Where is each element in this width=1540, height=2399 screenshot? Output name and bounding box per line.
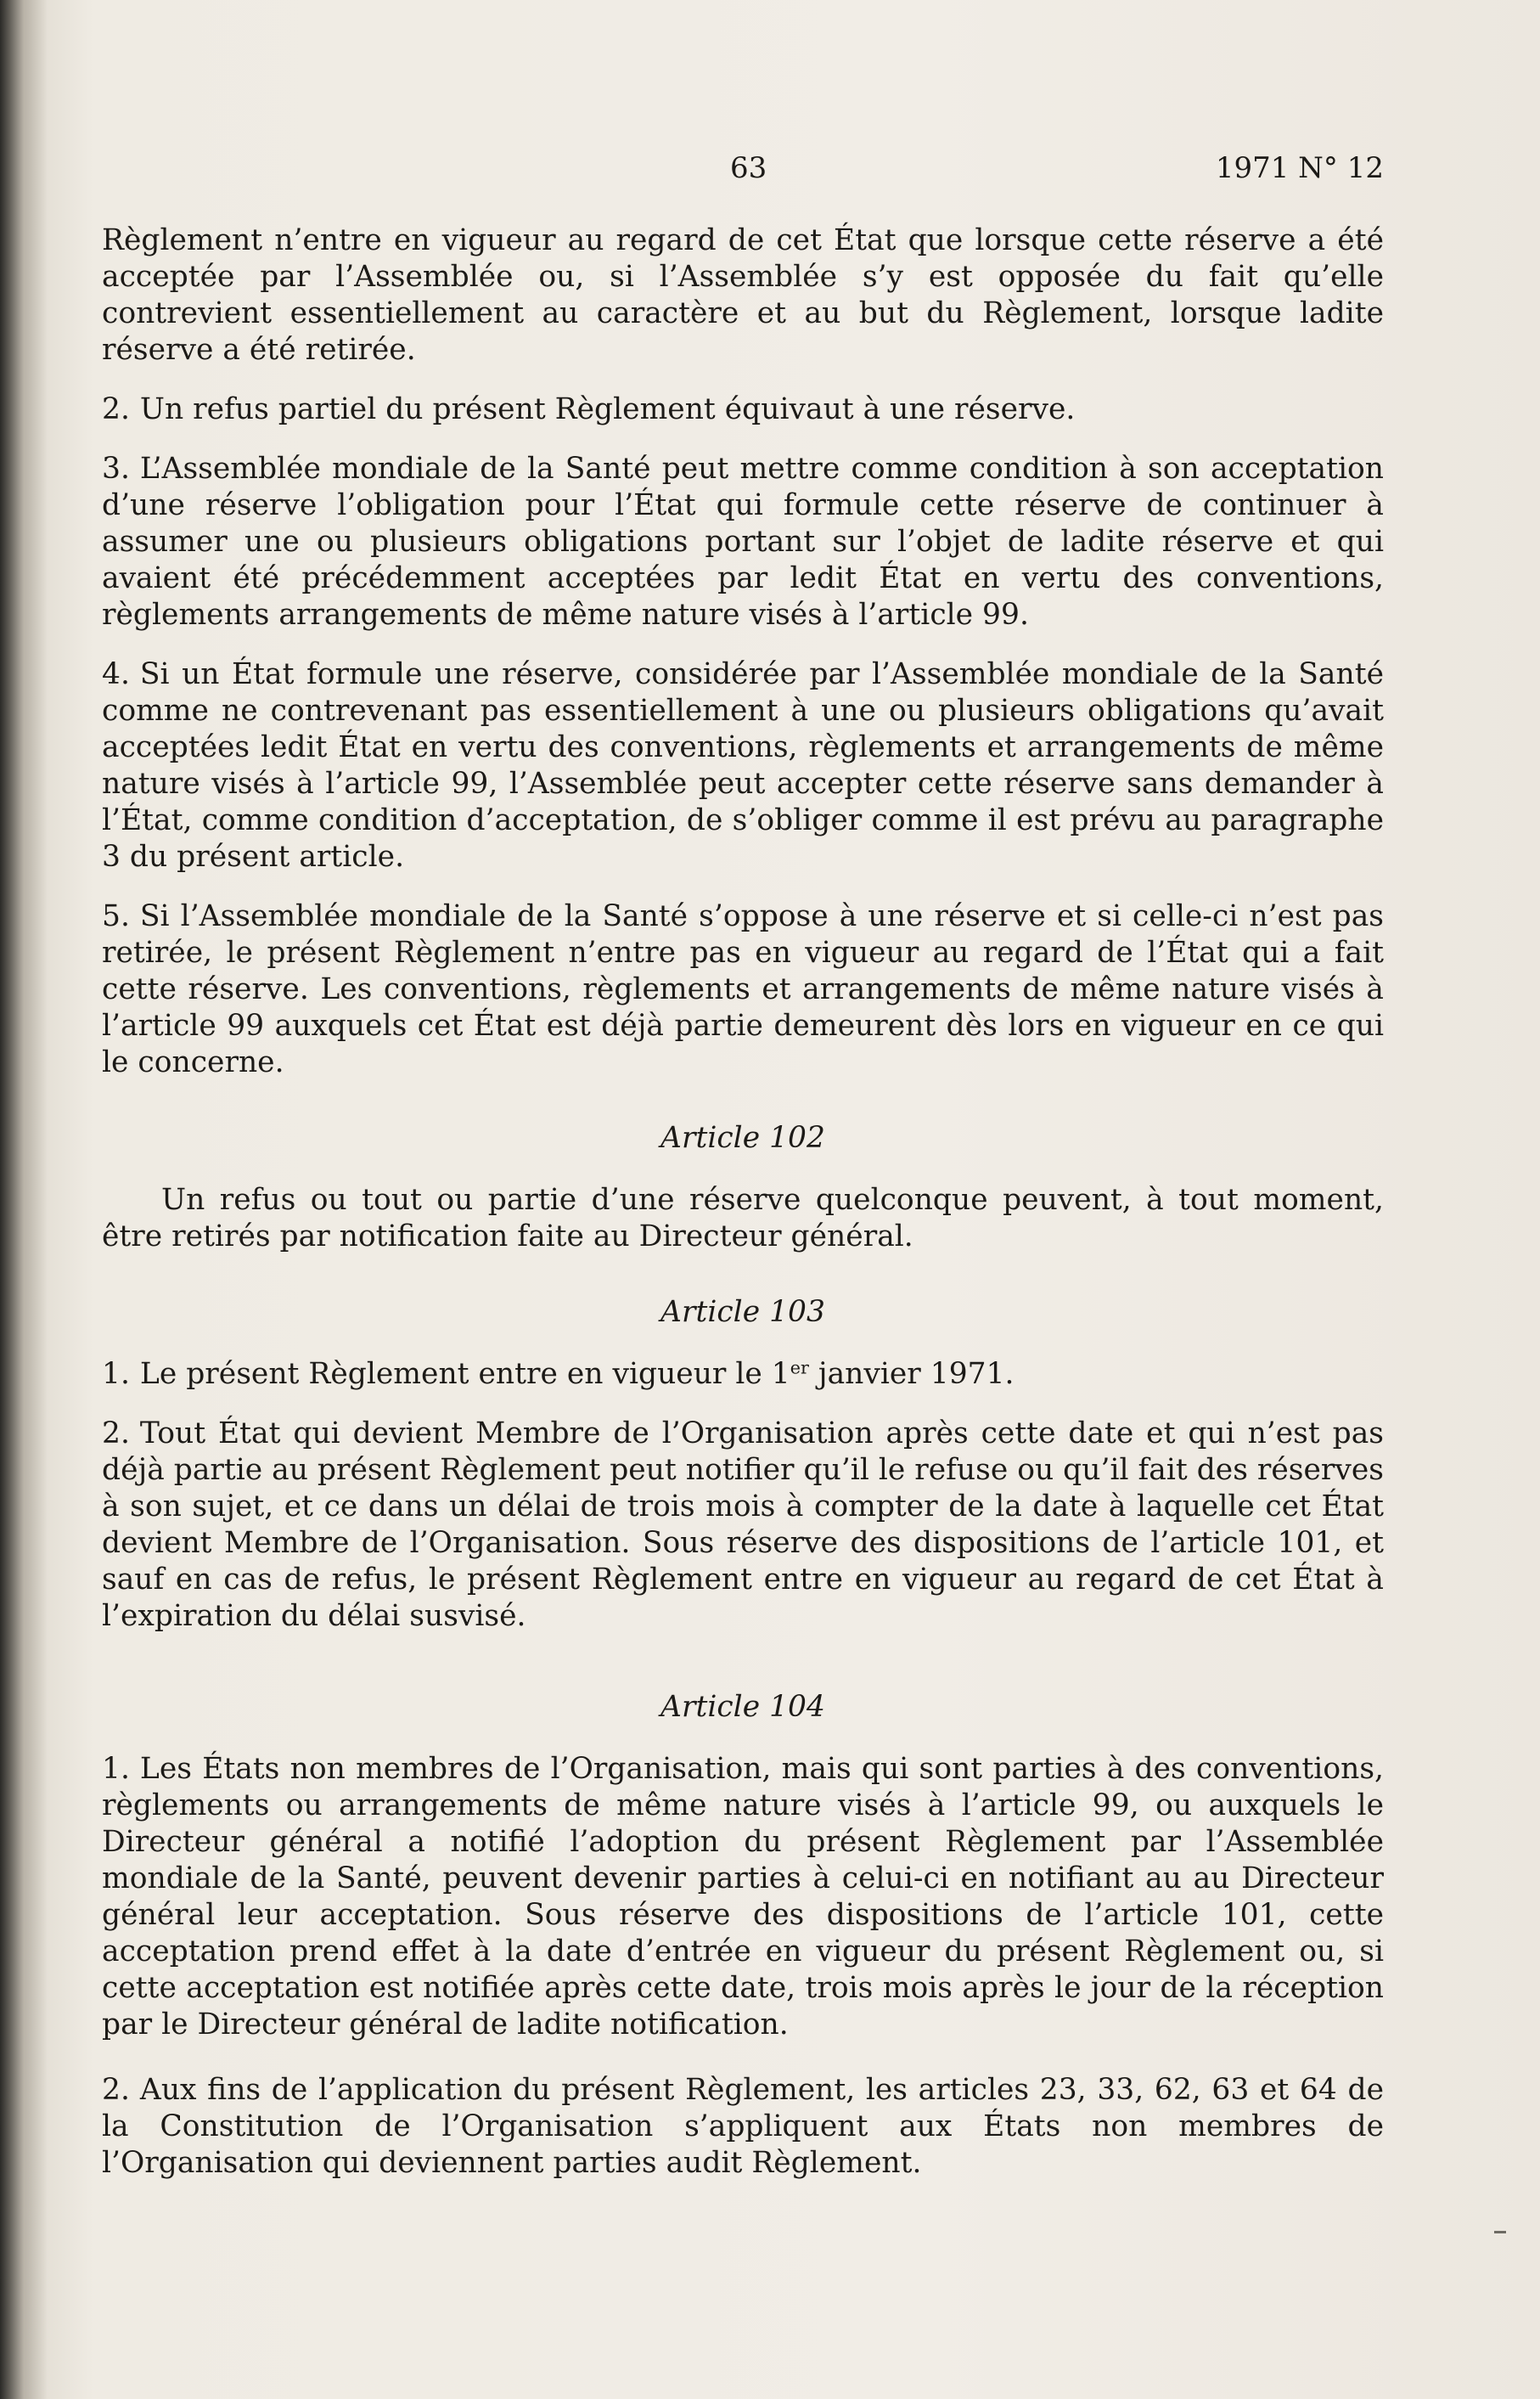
intro-paragraph: Règlement n’entre en vigueur au regard de cet État que lorsque cette réserve a été acceptée par l’Assemblée ou, si l’Assemblée s’y est opposée du fait qu’elle contrevient essentiellement au caractère et au but du Règlement, lorsque ladite réserve a été retirée.	[102, 223, 1384, 367]
paragraph-2	[102, 391, 1384, 428]
superscript-ordinal: er	[790, 1357, 809, 1378]
paragraph-number: 1.	[102, 1357, 130, 1391]
page-header	[102, 151, 1384, 194]
paragraph-text-start: Le présent Règlement entre en vigueur le 1	[139, 1357, 790, 1391]
paragraph-text: L’Assemblée mondiale de la Santé peut mettre comme condition à son acceptation d’une réserve l’obligation pour l’État qui formule cette réserve de continuer à assumer une ou plusieurs obligations portant sur l’objet de ladite réserve et qui avaient été précédemment acceptées par ledit État en vertu des conventions, règlements arrangements de même nature visés à l’article 99.	[102, 452, 1384, 632]
paragraph-number: 2.	[102, 2073, 130, 2107]
article-104-paragraph-1	[102, 1751, 1384, 2043]
paragraph-number: 1.	[102, 1752, 130, 1786]
paragraph-text: Un refus partiel du présent Règlement équivaut à une réserve.	[139, 392, 1076, 426]
page-content	[102, 222, 1384, 2205]
paragraph-3	[102, 451, 1384, 634]
paragraph-text-end: janvier 1971.	[808, 1357, 1014, 1391]
paragraph-number: 3.	[102, 452, 130, 486]
paragraph-5	[102, 898, 1384, 1081]
article-104-heading: Article 104	[660, 1690, 825, 1724]
article-104-paragraph-2	[102, 2072, 1384, 2182]
paragraph-number: 5.	[102, 899, 130, 933]
paragraph-text: Aux fins de l’application du présent Règlement, les articles 23, 33, 62, 63 et 64 de la Constitution de l’Organisation s’appliquent aux États non membres de l’Organisation qui deviennent parties audit Règlement.	[102, 2073, 1384, 2180]
book-spine-shadow	[0, 0, 48, 2399]
paragraph-text: Tout État qui devient Membre de l’Organisation après cette date et qui n’est pas déjà partie au présent Règlement peut notifier qu’il le refuse ou qu’il fait des réserves à son sujet, et ce dans un délai de trois mois à compter de la date à laquelle cet État devient Membre de l’Organisation. Sous réserve des dispositions de l’article 101, et sauf en cas de refus, le présent Règlement entre en vigueur au regard de cet État à l’expiration du délai susvisé.	[102, 1416, 1384, 1633]
paragraph-number: 2.	[102, 392, 130, 426]
paragraph-text: Si un État formule une réserve, considérée par l’Assemblée mondiale de la Santé comme ne contrevenant pas essentiellement à une ou plusieurs obligations qu’avait acceptées ledit État en vertu des conventions, règlements et arrangements de même nature visés à l’article 99, l’Assemblée peut accepter cette réserve sans demander à l’État, comme condition d’acceptation, de s’obliger comme il est prévu au paragraphe 3 du présent article.	[102, 657, 1384, 874]
article-103-paragraph-1	[102, 1356, 1384, 1393]
article-103-paragraph-2	[102, 1416, 1384, 1635]
paragraph-text: Si l’Assemblée mondiale de la Santé s’oppose à une réserve et si celle-ci n’est pas retirée, le présent Règlement n’entre pas en vigueur au regard de l’État qui a fait cette réserve. Les conventions, règlements et arrangements de même nature visés à l’article 99 auxquels cet État est déjà partie demeurent dès lors en vigueur en ce qui le concerne.	[102, 899, 1384, 1079]
article-103-heading: Article 103	[660, 1295, 825, 1329]
paragraph-number: 4.	[102, 657, 130, 691]
paragraph-text: Les États non membres de l’Organisation, mais qui sont parties à des conventions, règlements ou arrangements de même nature visés à l’article 99, ou auxquels le Directeur général a notifié l’adoption du présent Règlement par l’Assemblée mondiale de la Santé, peuvent devenir parties à celui-ci en notifiant au au Directeur général leur acceptation. Sous réserve des dispositions de l’article 101, cette acceptation prend effet à la date d’entrée en vigueur du présent Règlement ou, si cette acceptation est notifiée après cette date, trois mois après le jour de la réception par le Directeur général de ladite notification.	[102, 1752, 1384, 2041]
article-102-text: Un refus ou tout ou partie d’une réserve quelconque peuvent, à tout moment, être retirés par notification faite au Directeur général.	[102, 1183, 1384, 1253]
running-head: 1971 N° 12	[1215, 151, 1384, 185]
article-102-heading: Article 102	[660, 1121, 825, 1155]
page-number: 63	[730, 151, 767, 185]
margin-mark	[1494, 2231, 1506, 2233]
paragraph-number: 2.	[102, 1416, 130, 1450]
paragraph-4	[102, 656, 1384, 876]
